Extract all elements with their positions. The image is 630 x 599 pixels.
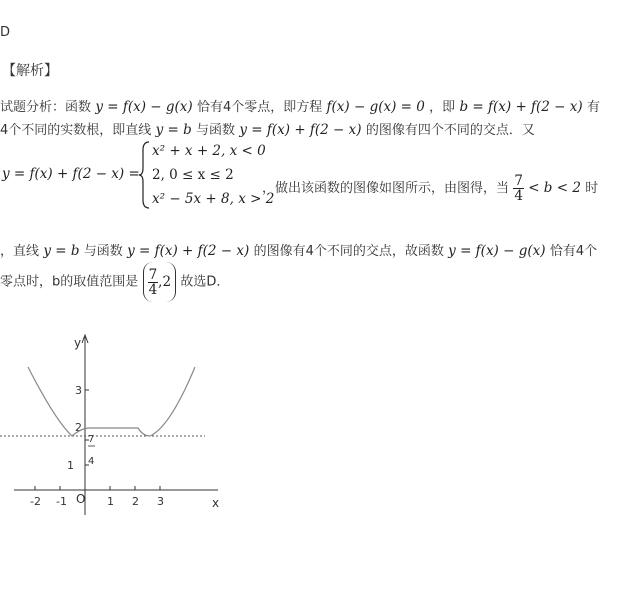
- piecewise-tail: 时: [585, 181, 599, 196]
- line1-tail: 有: [586, 100, 600, 115]
- line2-prefix: 4个不同的实数根，即直线: [0, 123, 152, 138]
- interval-denominator: 4: [148, 282, 158, 298]
- line2-mid: 与函数: [196, 123, 236, 138]
- origin-label: O: [76, 492, 86, 506]
- line2-func: y = f(x) + f(2 − x): [239, 122, 362, 138]
- x-tick-label: 3: [157, 495, 164, 508]
- analysis-line-2: [0, 119, 535, 138]
- interval-fraction: [148, 268, 159, 297]
- line4-y-b: y = b: [43, 243, 80, 259]
- piecewise-brace: [138, 140, 152, 210]
- line1-mid2: ，即: [429, 100, 456, 115]
- line4-func2: y = f(x) − g(x): [448, 243, 546, 259]
- fraction-denominator: 4: [514, 188, 523, 204]
- line4-tail: 恰有4个: [549, 244, 598, 259]
- line1-mid1: 恰有4个零点，即方程: [196, 100, 323, 115]
- line5-tail: 故选D．: [180, 274, 230, 290]
- piecewise-after: [262, 174, 598, 203]
- y-tick-label: 3: [75, 384, 82, 397]
- function-curve: [28, 367, 195, 436]
- interval-numerator: 7: [148, 267, 158, 283]
- x-tick-label: 1: [107, 495, 114, 508]
- y-axis-label: y: [74, 336, 82, 350]
- function-graph: [0, 325, 240, 525]
- x-tick-label: 2: [132, 495, 139, 508]
- analysis-line-5: [0, 262, 229, 302]
- line1-eq: f(x) − g(x) = 0: [326, 99, 425, 115]
- y-tick-label: 1: [67, 459, 74, 472]
- x-axis-label: x: [212, 496, 220, 510]
- x-tick-label: -2: [30, 495, 41, 508]
- answer-letter: D: [0, 25, 11, 40]
- line4-func: y = f(x) + f(2 − x): [127, 243, 250, 259]
- line1-func: y = f(x) − g(x): [95, 99, 193, 115]
- piecewise-after-text: ，做出该函数的图像如图所示，由图得，当: [262, 181, 510, 196]
- line5-prefix: 零点时，b的取值范围是: [0, 274, 139, 290]
- section-title: 【解析】: [2, 63, 58, 79]
- line2-tail: 的图像有四个不同的交点．又: [365, 123, 535, 138]
- interval-upper: ,2: [158, 274, 172, 290]
- piecewise-case-1: x² + x + 2, x < 0: [152, 143, 266, 159]
- x-ticks: [35, 486, 160, 490]
- line-label-numerator: 7: [88, 434, 95, 445]
- interval-bracket: [143, 262, 176, 302]
- piecewise-lhs: y = f(x) + f(2 − x) =: [2, 166, 140, 182]
- analysis-line-1: [0, 96, 600, 115]
- line4-prefix: ，直线: [0, 244, 40, 259]
- fraction-seven-fourths: [513, 174, 524, 203]
- fraction-numerator: 7: [514, 173, 523, 189]
- line2-y-b: y = b: [155, 122, 192, 138]
- line4-mid2: 的图像有4个不同的交点，故函数: [253, 244, 444, 259]
- line-label-denominator: 4: [88, 456, 95, 467]
- analysis-line-4: [0, 240, 597, 259]
- line4-mid1: 与函数: [83, 244, 123, 259]
- y-tick-label: 2: [75, 421, 82, 434]
- piecewise-inequality: < b < 2: [528, 180, 581, 196]
- piecewise-case-3: x² − 5x + 8, x > 2: [152, 191, 275, 207]
- line1-prefix: 试题分析：函数: [0, 100, 92, 115]
- piecewise-case-2: 2, 0 ≤ x ≤ 2: [152, 167, 234, 183]
- line1-b-eq: b = f(x) + f(2 − x): [459, 99, 583, 115]
- x-tick-label: -1: [56, 495, 67, 508]
